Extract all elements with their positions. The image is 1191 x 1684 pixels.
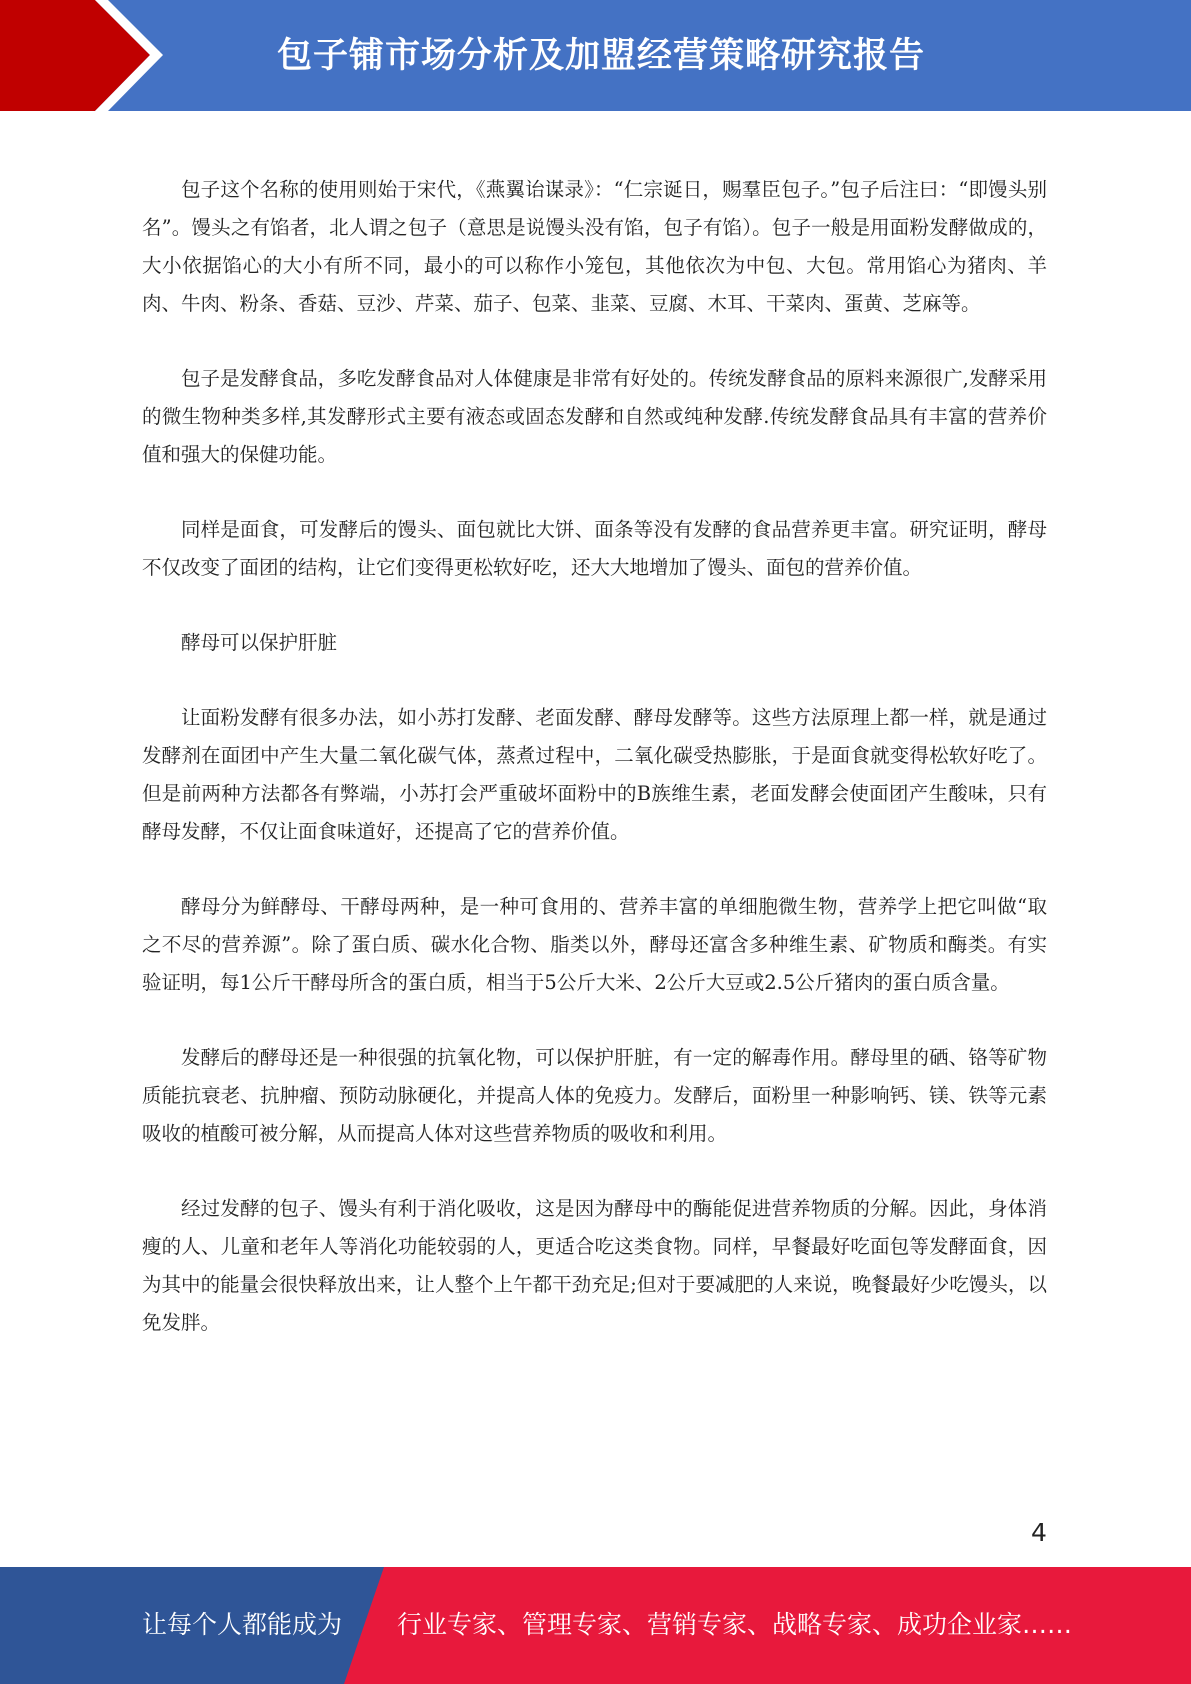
paragraph-2: 包子是发酵食品，多吃发酵食品对人体健康是非常有好处的。传统发酵食品的原料来源很广,发酵采用的微生物种类多样,其发酵形式主要有液态或固态发酵和自然或纯种发酵.传统发酵食品具有丰富的营养价值和强大的保健功能。 (142, 367, 1047, 466)
page-footer (0, 1567, 1191, 1684)
paragraph-4: 让面粉发酵有很多办法，如小苏打发酵、老面发酵、酵母发酵等。这些方法原理上都一样，就是通过发酵剂在面团中产生大量二氧化碳气体，蒸煮过程中，二氧化碳受热膨胀，于是面食就变得松软好吃了。但是前两种方法都各有弊端，小苏打会严重破坏面粉中的B族维生素，老面发酵会使面团产生酸味，只有酵母发酵，不仅让面食味道好，还提高了它的营养价值。 (142, 706, 1047, 843)
section-heading: 酵母可以保护肝脏 (181, 631, 338, 654)
report-title: 包子铺市场分析及加盟经营策略研究报告 (277, 36, 926, 76)
paragraph-6: 发酵后的酵母还是一种很强的抗氧化物，可以保护肝脏，有一定的解毒作用。酵母里的硒、铬等矿物质能抗衰老、抗肿瘤、预防动脉硬化，并提高人体的免疫力。发酵后，面粉里一种影响钙、镁、铁等元素吸收的植酸可被分解，从而提高人体对这些营养物质的吸收和利用。 (142, 1046, 1047, 1145)
page-header (0, 0, 1191, 111)
paragraph-7: 经过发酵的包子、馒头有利于消化吸收，这是因为酵母中的酶能促进营养物质的分解。因此，身体消瘦的人、儿童和老年人等消化功能较弱的人，更适合吃这类食物。同样，早餐最好吃面包等发酵面食，因为其中的能量会很快释放出来，让人整个上午都干劲充足;但对于要减肥的人来说，晚餐最好少吃馒头，以免发胖。 (142, 1197, 1047, 1334)
paragraph-5: 酵母分为鲜酵母、干酵母两种，是一种可食用的、营养丰富的单细胞微生物，营养学上把它叫做“取之不尽的营养源”。除了蛋白质、碳水化合物、脂类以外，酵母还富含多种维生素、矿物质和酶类。有实验证明，每1公斤干酵母所含的蛋白质，相当于5公斤大米、2公斤大豆或2.5公斤猪肉的蛋白质含量。 (142, 895, 1047, 994)
footer-slogan-left: 让每个人都能成为 (142, 1610, 343, 1639)
paragraph-1: 包子这个名称的使用则始于宋代，《燕翼诒谋录》：“仁宗诞日，赐羣臣包子。”包子后注曰：“即馒头别名”。馒头之有馅者，北人谓之包子（意思是说馒头没有馅，包子有馅）。包子一般是用面粉发酵做成的，大小依据馅心的大小有所不同，最小的可以称作小笼包，其他依次为中包、大包。常用馅心为猪肉、羊肉、牛肉、粉条、香菇、豆沙、芹菜、茄子、包菜、韭菜、豆腐、木耳、干菜肉、蛋黄、芝麻等。 (142, 178, 1047, 315)
page-number: 4 (1031, 1518, 1047, 1547)
document-body (142, 171, 1047, 1379)
paragraph-3: 同样是面食，可发酵后的馒头、面包就比大饼、面条等没有发酵的食品营养更丰富。研究证明，酵母不仅改变了面团的结构，让它们变得更松软好吃，还大大地增加了馒头、面包的营养价值。 (142, 518, 1047, 579)
footer-slogan-right: 行业专家、管理专家、营销专家、战略专家、成功企业家…… (397, 1610, 1073, 1639)
